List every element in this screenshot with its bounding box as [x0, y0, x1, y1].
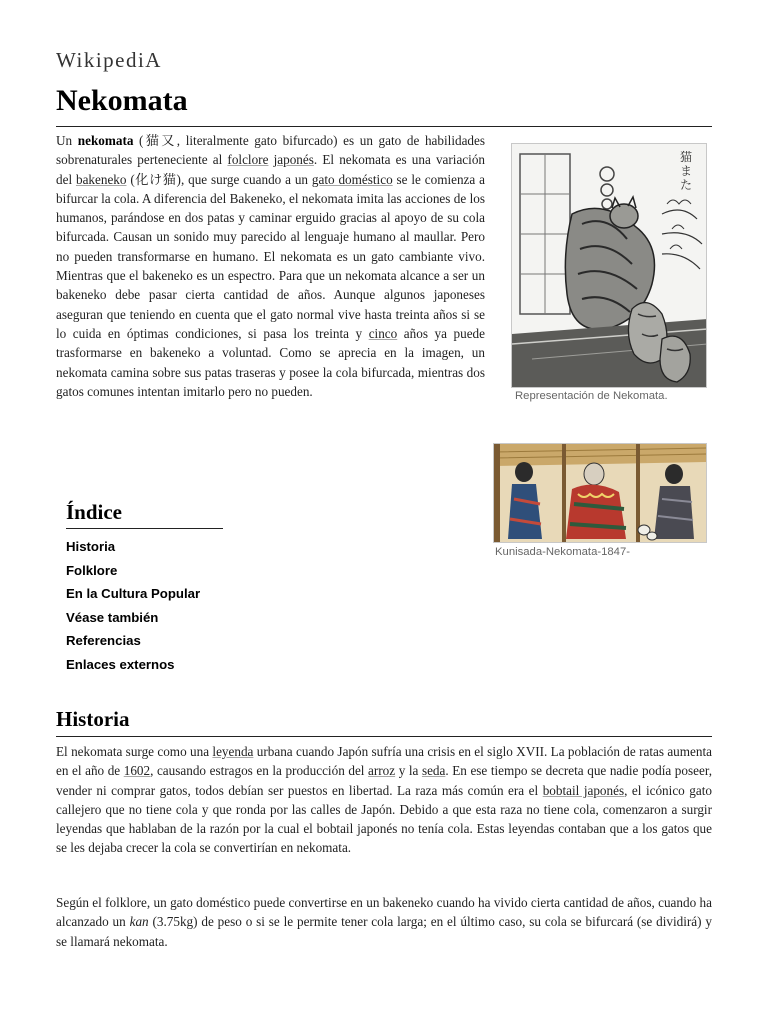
link-arroz[interactable]: arroz [368, 763, 396, 779]
toc-item-enlaces-externos[interactable]: Enlaces externos [66, 656, 175, 672]
toc-item-cultura-popular[interactable]: En la Cultura Popular [66, 586, 201, 602]
historia-paragraph-2: Según el folklore, un gato doméstico puede convertirse en un bakeneko cuando ha vivido cierta cantidad de años, cuando ha alcanzado un kan (3.75kg) de peso o si se le permite tener cola larga; en el último caso, su cola se bifurcará (se dividirá) y se llamará nekomata. [56, 895, 712, 949]
toc-list [66, 535, 226, 677]
kan-term: kan [129, 914, 149, 930]
link-bakeneko[interactable]: bakeneko [75, 171, 127, 187]
historia-paragraph-1: El nekomata surge como una leyenda urbana cuando Japón sufría una crisis en el siglo XVII. La población de ratas aumenta en el año de 1602, causando estragos en la producción del arroz y la seda. En ese tiempo se decreta que nadie podía poseer, vender ni comprar gatos, todos debían ser puestos en libertad. La raza más común era el bobtail japonés, el icónico gato callejero que no tiene cola y que ronda por las calles de Japón. Debido a que esta raza no tiene cola, comenzaron a surgir leyendas que hablaban de la razón por la cual el bobtail japonés no tenía cola. Estas leyendas contaban que a los gatos que se les dejaba crecer la cola se convertirían en nekomata. [56, 744, 712, 856]
toc-item-historia[interactable]: Historia [66, 539, 116, 554]
figure-caption-representacion: Representación de Nekomata. [515, 390, 668, 402]
table-of-contents [66, 500, 226, 677]
figure-caption-kunisada: Kunisada-Nekomata-1847- [495, 546, 631, 558]
nekomata-illustration[interactable] [511, 143, 707, 388]
title-divider [56, 126, 712, 127]
wikipedia-logo[interactable]: WikipediA [56, 48, 162, 72]
nekomata-illustration-drawing [512, 144, 707, 388]
link-bobtail-japones[interactable]: bobtail japonés [542, 782, 625, 798]
toc-item-referencias[interactable]: Referencias [66, 633, 141, 649]
toc-title: Índice [66, 500, 223, 529]
link-folclore[interactable]: folclore [227, 152, 269, 168]
section-heading-historia: Historia [56, 707, 130, 731]
link-1602[interactable]: 1602 [123, 763, 151, 779]
section-divider [56, 736, 712, 737]
link-cinco[interactable]: cinco [368, 325, 398, 341]
link-leyenda[interactable]: leyenda [212, 744, 254, 759]
kunisada-woodblock-print[interactable] [493, 443, 707, 543]
page-title: Nekomata [56, 84, 188, 117]
toc-item-folklore[interactable]: Folklore [66, 562, 118, 578]
lead-paragraph: Un nekomata (猫又, literalmente gato bifurcado) es un gato de habilidades sobrenaturales perteneciente al folclore japonés. El nekomata es una variación del bakeneko (化け猫), que surge cuando a un gato doméstico se le comienza a bifurcar la cola. A diferencia del Bakeneko, el nekomata imita las acciones de los humanos, parándose en dos patas y caminar erguido gracias al apoyo de su cola bifurcada. Causan un sonido muy parecido al lenguaje humano al maullar. Pero no pueden transformarse en humano. El nekomata es un gato cambiante vivo. Mientras que el bakeneko es un espectro. Para que un nekomata alcance a ser un bakeneko debe pasar cierta cantidad de años. Aunque algunos japoneses aseguran que teniendo en cuenta que el gato normal vive hasta treinta años si se lo cuida en óptimas condiciones, si pasa los treinta y cinco años ya puede trasformarse en bakeneko a voluntad. Como se aprecia en la imagen, un nekomata camina sobre sus patas traseras y posee la cola bifurcada, mientras dos gatos comunes intentan imitarlo pero no pueden. [56, 133, 486, 399]
lead-term: nekomata [77, 133, 134, 148]
kunisada-print-drawing [494, 444, 707, 543]
link-gato-domestico[interactable]: gato doméstico [311, 171, 393, 187]
link-seda[interactable]: seda [421, 763, 446, 779]
link-japones[interactable]: japonés [273, 152, 314, 168]
toc-item-vease-tambien[interactable]: Véase también [66, 609, 159, 625]
illustration-calligraphy: 猫また [680, 150, 693, 192]
